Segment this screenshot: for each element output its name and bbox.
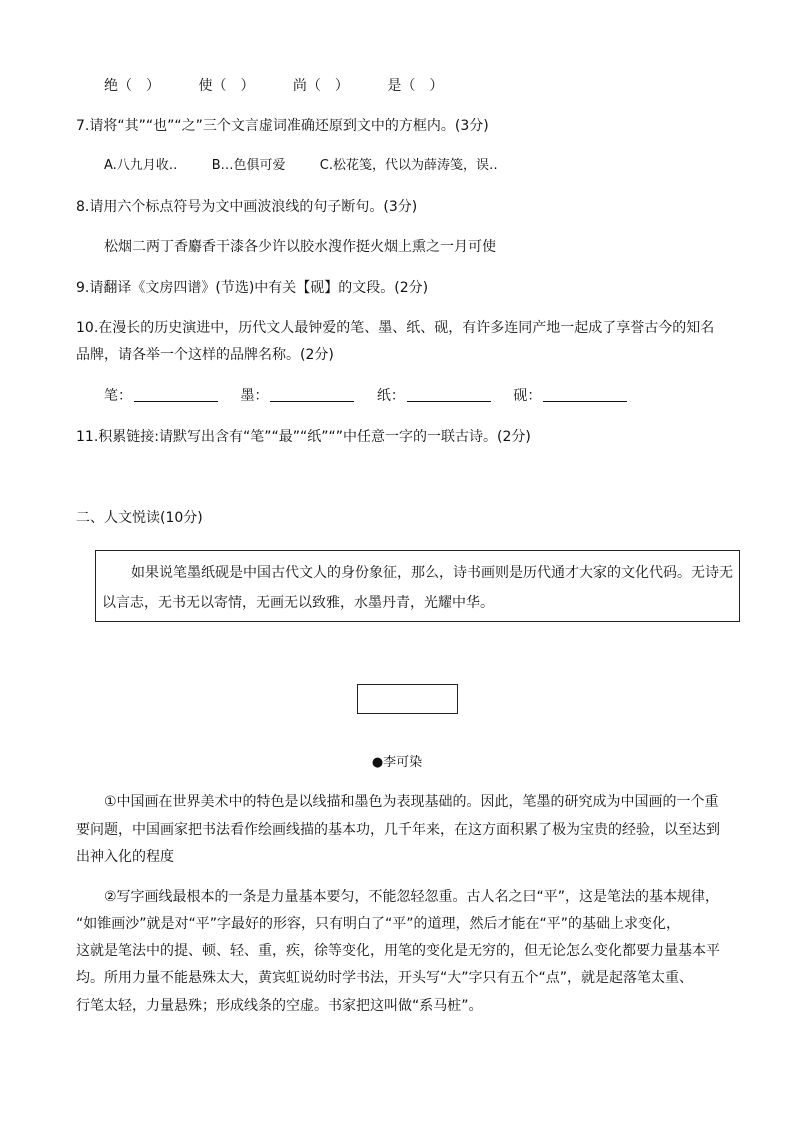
q10-line1: 10.在漫长的历史演进中，历代文人最钟爱的笔、墨、纸、砚，有许多连同产地一起成了享誉古今的知名 [76, 320, 715, 336]
q11-question: 11.积累链接:请默写出含有“笔”“最”“纸”“”中任意一字的一联古诗。(2分) [76, 429, 531, 445]
q10-blank-yan[interactable] [543, 387, 627, 402]
q10-answer-row [104, 386, 627, 406]
q10-label-mo: 墨： [240, 388, 269, 404]
para1-line3: 出神入化的程度 [76, 849, 174, 865]
para1-line1: ①中国画在世界美术中的特色是以线描和墨色为表现基础的。因此，笔墨的研究成为中国画的一个重 [104, 794, 719, 810]
q10-blank-mo[interactable] [270, 387, 354, 402]
q6-option-jue: 绝（ ） [104, 78, 160, 94]
section2-heading: 二、人文悦读(10分) [76, 510, 203, 526]
para2-line4: 均。所用力量不能悬殊太大，黄宾虹说幼时学书法，开头写“大”字只有五个“点”，就是起落笔太重、 [76, 970, 694, 986]
intro-box-line1: 如果说笔墨纸砚是中国古代文人的身份象征，那么，诗书画则是历代通才大家的文化代码。无诗无 [131, 565, 733, 581]
q10-label-bi: 笔： [104, 388, 132, 404]
intro-box [95, 550, 740, 622]
para2-line5: 行笔太轻，力量悬殊；形成线条的空虚。书家把这叫做“系马桩”。 [76, 998, 483, 1014]
q7-options [104, 156, 498, 176]
para1-line2: 要问题，中国画家把书法看作绘画线描的基本功，几千年来，在这方面积累了极为宝贵的经验，以至达到 [76, 822, 720, 838]
q6-option-shi: 使（ ） [198, 78, 255, 94]
q10-line2: 品牌，请各举一个这样的品牌名称。(2分) [76, 347, 334, 363]
q10-label-zhi: 纸： [376, 388, 405, 404]
q8-sentence: 松烟二两丁香麝香干漆各少许以胶水溲作挺火烟上熏之一月可使 [104, 239, 496, 255]
q6-option-shi2: 是（ ） [387, 78, 444, 94]
q10-label-yan: 砚： [513, 388, 542, 404]
article-author: ●李可染 [371, 755, 423, 770]
para2-line3: 这就是笔法中的提、顿、轻、重，疾，徐等变化，用笔的变化是无穷的，但无论怎么变化都要力量基本平 [76, 943, 720, 959]
q8-question: 8.请用六个标点符号为文中画波浪线的句子断句。(3分) [76, 199, 418, 215]
q7-question: 7.请将“其”“也”“之”三个文言虚词准确还原到文中的方框内。(3分) [76, 118, 489, 134]
para2-line1: ②写字画线最根本的一条是力量基本要匀，不能忽轻忽重。古人名之曰“平”，这是笔法的基本规律， [104, 889, 720, 905]
q7-option-b: B.‥色俱可爱 [211, 158, 286, 173]
q10-blank-bi[interactable] [134, 387, 218, 402]
intro-box-line2: 以言志，无书无以寄情，无画无以致雅，水墨丹青，光耀中华。 [102, 595, 494, 611]
para2-line2: “如锥画沙”就是对“平”字最好的形容，只有明白了“平”的道理，然后才能在“平”的基础上求变化， [76, 916, 681, 932]
q9-question: 9.请翻译《文房四谱》(节选)中有关【砚】的文段。(2分) [76, 280, 429, 296]
q6-option-shang: 尚（ ） [292, 78, 349, 94]
q7-option-c: C.松花笺，代以为薛涛笺，误‥ [319, 158, 498, 173]
q6-blank-row [104, 76, 477, 96]
q10-blank-zhi[interactable] [407, 387, 491, 402]
q7-option-a: A.八九月收‥ [104, 158, 178, 173]
article-title-blank-box[interactable] [357, 684, 458, 714]
